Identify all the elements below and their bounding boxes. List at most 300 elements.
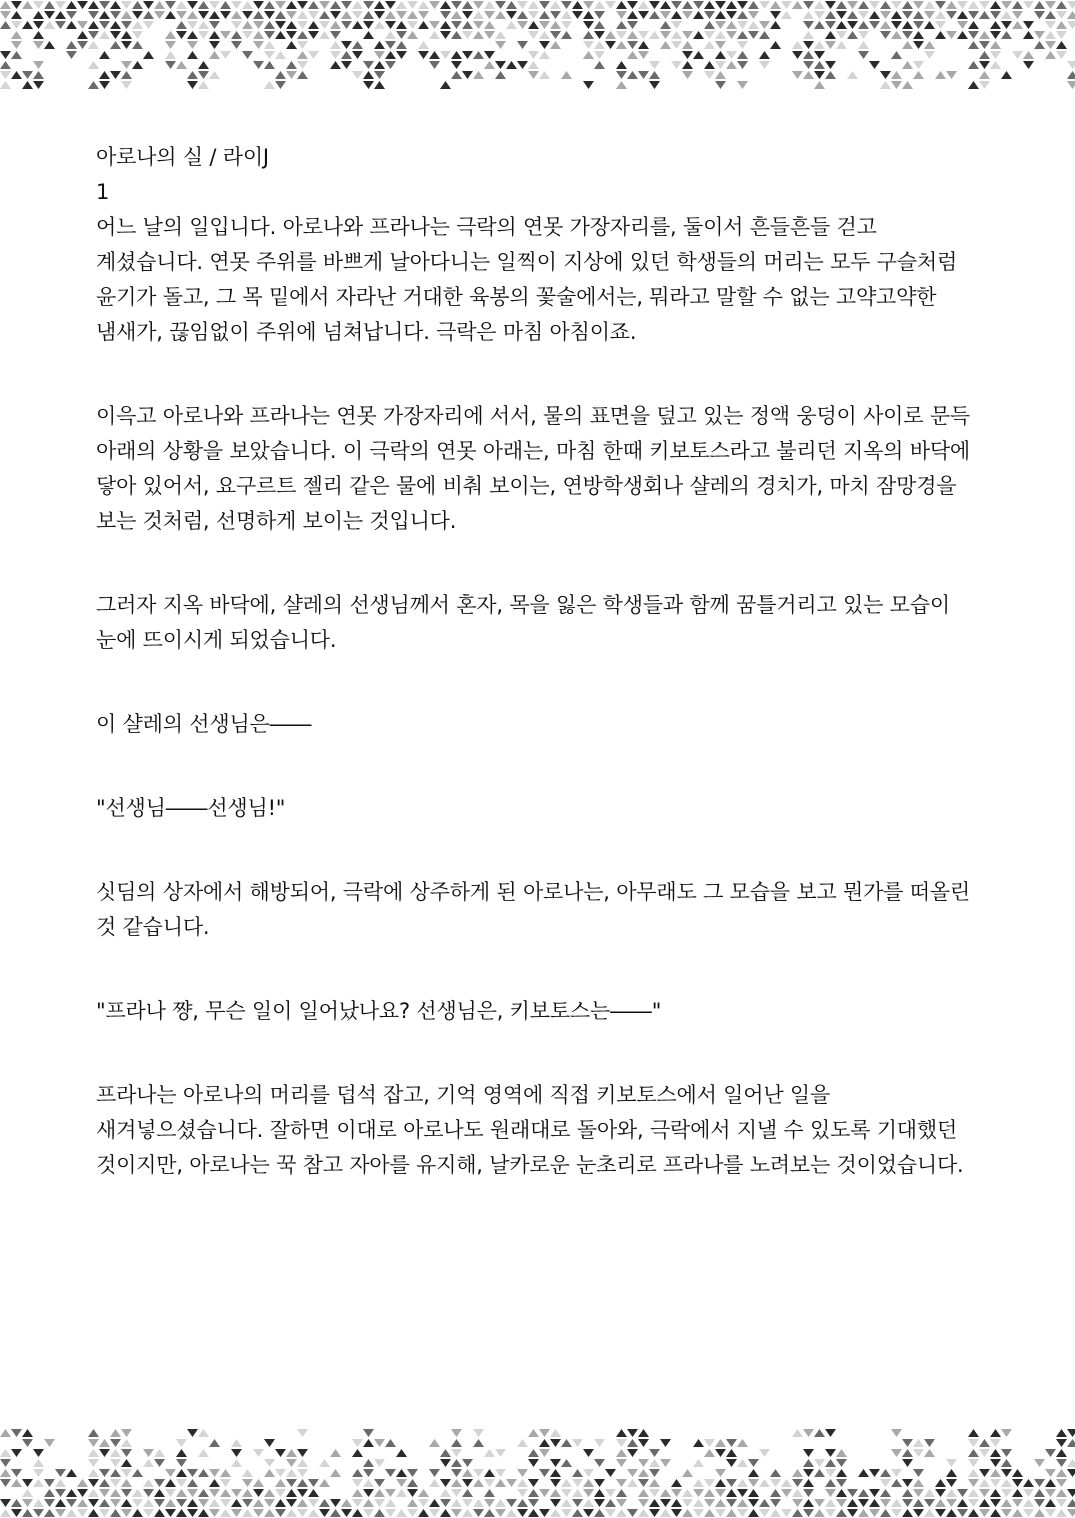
border-triangle: [286, 71, 297, 79]
border-triangle: [209, 51, 220, 59]
border-triangle: [726, 1439, 737, 1447]
border-triangle: [946, 1459, 957, 1467]
border-triangle: [902, 1509, 913, 1517]
border-triangle: [1012, 1469, 1023, 1477]
border-triangle: [385, 1499, 396, 1507]
border-triangle: [308, 1509, 319, 1517]
border-triangle: [33, 81, 44, 89]
border-triangle: [957, 1499, 968, 1507]
border-triangle: [517, 1509, 528, 1517]
border-triangle: [286, 11, 297, 19]
border-triangle: [0, 21, 11, 29]
border-triangle: [671, 1509, 682, 1517]
border-triangle: [473, 1509, 484, 1517]
border-triangle: [616, 1429, 627, 1437]
border-triangle: [55, 1499, 66, 1507]
border-triangle: [121, 11, 132, 19]
border-triangle: [187, 1469, 198, 1477]
border-triangle: [561, 1479, 572, 1487]
border-triangle: [1034, 31, 1045, 39]
border-triangle: [627, 31, 638, 39]
border-triangle: [220, 1469, 231, 1477]
border-triangle: [385, 11, 396, 19]
border-triangle: [297, 21, 308, 29]
border-triangle: [990, 1509, 1001, 1517]
border-triangle: [924, 1439, 935, 1447]
border-triangle: [935, 1489, 946, 1497]
border-triangle: [473, 1429, 484, 1437]
border-triangle: [11, 11, 22, 19]
border-triangle: [825, 61, 836, 69]
border-triangle: [363, 71, 374, 79]
border-triangle: [836, 1, 847, 9]
border-triangle: [440, 1479, 451, 1487]
text-line: 그러자 지옥 바닥에, 샬레의 선생님께서 혼자, 목을 잃은 학생들과 함께 꿈틀거리고 있는 모습이: [96, 593, 950, 617]
border-triangle: [528, 21, 539, 29]
border-triangle: [209, 1, 220, 9]
border-triangle: [825, 71, 836, 79]
border-triangle: [88, 1499, 99, 1507]
border-triangle: [33, 31, 44, 39]
border-triangle: [429, 1499, 440, 1507]
border-triangle: [374, 1509, 385, 1517]
border-triangle: [110, 1459, 121, 1467]
border-triangle: [242, 1499, 253, 1507]
border-triangle: [759, 61, 770, 69]
border-triangle: [726, 1499, 737, 1507]
border-triangle: [1034, 1509, 1045, 1517]
border-triangle: [275, 31, 286, 39]
text-line: 프라나는 아로나의 머리를 덥석 잡고, 기억 영역에 직접 키보토스에서 일어난 일을: [96, 1083, 831, 1107]
border-triangle: [924, 1509, 935, 1517]
border-triangle: [1023, 1479, 1034, 1487]
border-triangle: [1056, 21, 1067, 29]
border-triangle: [484, 1479, 495, 1487]
border-triangle: [231, 11, 242, 19]
border-triangle: [55, 11, 66, 19]
border-triangle: [759, 51, 770, 59]
border-triangle: [77, 21, 88, 29]
border-triangle: [616, 11, 627, 19]
border-triangle: [891, 51, 902, 59]
border-triangle: [264, 1509, 275, 1517]
border-triangle: [704, 1, 715, 9]
border-triangle: [627, 11, 638, 19]
border-triangle: [462, 11, 473, 19]
border-triangle: [583, 21, 594, 29]
border-triangle: [957, 11, 968, 19]
border-triangle: [902, 1449, 913, 1457]
border-triangle: [715, 71, 726, 79]
border-triangle: [627, 1479, 638, 1487]
border-triangle: [924, 41, 935, 49]
border-triangle: [638, 1459, 649, 1467]
border-triangle: [99, 1499, 110, 1507]
border-triangle: [275, 51, 286, 59]
border-triangle: [176, 1439, 187, 1447]
border-triangle: [330, 41, 341, 49]
border-triangle: [253, 41, 264, 49]
border-triangle: [374, 1, 385, 9]
border-triangle: [33, 1459, 44, 1467]
border-triangle: [66, 1469, 77, 1477]
border-triangle: [132, 21, 143, 29]
border-triangle: [627, 1469, 638, 1477]
border-triangle: [462, 1469, 473, 1477]
border-triangle: [924, 1, 935, 9]
border-triangle: [132, 1489, 143, 1497]
border-triangle: [979, 1499, 990, 1507]
border-triangle: [484, 1489, 495, 1497]
border-triangle: [803, 41, 814, 49]
border-triangle: [0, 1499, 11, 1507]
border-triangle: [638, 31, 649, 39]
border-triangle: [198, 61, 209, 69]
border-triangle: [363, 1429, 374, 1437]
border-triangle: [1034, 1499, 1045, 1507]
border-triangle: [88, 1469, 99, 1477]
border-triangle: [1001, 1479, 1012, 1487]
border-triangle: [990, 1449, 1001, 1457]
border-triangle: [143, 1, 154, 9]
border-triangle: [638, 51, 649, 59]
border-triangle: [715, 51, 726, 59]
border-triangle: [737, 1479, 748, 1487]
border-triangle: [407, 21, 418, 29]
border-triangle: [187, 1479, 198, 1487]
border-triangle: [682, 1, 693, 9]
border-triangle: [99, 51, 110, 59]
border-triangle: [561, 1499, 572, 1507]
border-triangle: [836, 1479, 847, 1487]
border-triangle: [704, 1479, 715, 1487]
border-triangle: [803, 1459, 814, 1467]
border-triangle: [209, 1469, 220, 1477]
border-triangle: [418, 1499, 429, 1507]
text-line: 이윽고 아로나와 프라나는 연못 가장자리에 서서, 물의 표면을 덮고 있는 정액 웅덩이 사이로 문득: [96, 404, 971, 428]
border-triangle: [803, 1489, 814, 1497]
border-triangle: [1034, 1479, 1045, 1487]
border-triangle: [1045, 1, 1056, 9]
border-triangle: [451, 61, 462, 69]
border-triangle: [99, 11, 110, 19]
border-triangle: [704, 1489, 715, 1497]
border-triangle: [1001, 1, 1012, 9]
border-triangle: [396, 1489, 407, 1497]
border-triangle: [759, 1, 770, 9]
border-triangle: [242, 1, 253, 9]
border-triangle: [528, 1509, 539, 1517]
border-triangle: [792, 71, 803, 79]
border-triangle: [132, 31, 143, 39]
border-triangle: [627, 1, 638, 9]
border-triangle: [275, 81, 286, 89]
border-triangle: [209, 1499, 220, 1507]
border-triangle: [209, 71, 220, 79]
border-triangle: [550, 1489, 561, 1497]
border-triangle: [143, 1459, 154, 1467]
border-triangle: [407, 1509, 418, 1517]
border-triangle: [869, 21, 880, 29]
border-triangle: [539, 41, 550, 49]
border-triangle: [451, 1449, 462, 1457]
border-triangle: [847, 1, 858, 9]
border-triangle: [814, 51, 825, 59]
border-triangle: [539, 1469, 550, 1477]
border-triangle: [924, 21, 935, 29]
border-triangle: [1067, 1459, 1075, 1467]
text-line: 이 샬레의 선생님은――: [96, 712, 312, 736]
border-triangle: [517, 61, 528, 69]
border-triangle: [11, 1479, 22, 1487]
border-triangle: [77, 41, 88, 49]
border-triangle: [55, 21, 66, 29]
border-triangle: [187, 1489, 198, 1497]
border-triangle: [616, 61, 627, 69]
border-triangle: [341, 61, 352, 69]
border-triangle: [671, 21, 682, 29]
border-triangle: [253, 21, 264, 29]
border-triangle: [1001, 21, 1012, 29]
border-triangle: [88, 11, 99, 19]
border-triangle: [451, 1469, 462, 1477]
border-triangle: [715, 1499, 726, 1507]
border-triangle: [341, 1, 352, 9]
border-triangle: [517, 1439, 528, 1447]
border-triangle: [572, 1469, 583, 1477]
border-triangle: [242, 31, 253, 39]
border-triangle: [814, 1429, 825, 1437]
border-triangle: [968, 1509, 979, 1517]
border-triangle: [264, 1499, 275, 1507]
border-triangle: [550, 41, 561, 49]
border-triangle: [110, 1479, 121, 1487]
border-triangle: [1034, 11, 1045, 19]
border-triangle: [946, 1509, 957, 1517]
border-triangle: [33, 1, 44, 9]
border-triangle: [429, 1479, 440, 1487]
border-triangle: [858, 1499, 869, 1507]
border-triangle: [935, 1, 946, 9]
border-triangle: [198, 81, 209, 89]
border-triangle: [297, 71, 308, 79]
border-triangle: [704, 11, 715, 19]
border-triangle: [0, 1, 11, 9]
border-triangle: [605, 1509, 616, 1517]
border-triangle: [143, 21, 154, 29]
border-triangle: [88, 21, 99, 29]
border-triangle: [165, 1489, 176, 1497]
text-line: 윤기가 돌고, 그 목 밑에서 자라난 거대한 육봉의 꽃술에서는, 뭐라고 말할 수 없는 고약고약한: [96, 285, 937, 309]
border-triangle: [352, 21, 363, 29]
border-triangle: [44, 1499, 55, 1507]
border-triangle: [902, 41, 913, 49]
border-triangle: [374, 11, 385, 19]
border-triangle: [770, 1489, 781, 1497]
border-triangle: [187, 1429, 198, 1437]
border-triangle: [627, 1449, 638, 1457]
border-triangle: [902, 1459, 913, 1467]
border-triangle: [803, 1, 814, 9]
border-triangle: [660, 1509, 671, 1517]
border-triangle: [1023, 51, 1034, 59]
border-triangle: [737, 1459, 748, 1467]
border-triangle: [1067, 1489, 1075, 1497]
border-triangle: [99, 21, 110, 29]
border-triangle: [341, 51, 352, 59]
border-triangle: [1056, 1479, 1067, 1487]
border-triangle: [55, 1, 66, 9]
border-triangle: [440, 11, 451, 19]
border-triangle: [176, 1, 187, 9]
border-triangle: [286, 31, 297, 39]
border-triangle: [209, 1479, 220, 1487]
border-triangle: [880, 81, 891, 89]
border-triangle: [660, 41, 671, 49]
border-triangle: [110, 1499, 121, 1507]
border-triangle: [704, 61, 715, 69]
border-triangle: [484, 1449, 495, 1457]
border-triangle: [638, 1479, 649, 1487]
border-triangle: [572, 1499, 583, 1507]
border-triangle: [847, 71, 858, 79]
border-triangle: [803, 1469, 814, 1477]
border-triangle: [869, 1499, 880, 1507]
border-triangle: [451, 1, 462, 9]
border-triangle: [715, 1449, 726, 1457]
border-triangle: [715, 21, 726, 29]
border-triangle: [330, 11, 341, 19]
paragraph-3: [96, 588, 996, 658]
border-triangle: [473, 1439, 484, 1447]
border-triangle: [627, 51, 638, 59]
border-triangle: [814, 61, 825, 69]
border-triangle: [352, 71, 363, 79]
border-triangle: [374, 1499, 385, 1507]
border-triangle: [44, 1489, 55, 1497]
border-triangle: [66, 1509, 77, 1517]
border-triangle: [0, 1429, 11, 1437]
border-triangle: [506, 61, 517, 69]
border-triangle: [869, 1509, 880, 1517]
text-line: 싯딤의 상자에서 해방되어, 극락에 상주하게 된 아로나는, 아무래도 그 모습을 보고 뭔가를 떠올린: [96, 880, 971, 904]
border-triangle: [649, 1479, 660, 1487]
border-triangle: [572, 1479, 583, 1487]
border-triangle: [649, 1449, 660, 1457]
border-triangle: [803, 51, 814, 59]
border-triangle: [440, 51, 451, 59]
border-triangle: [825, 1429, 836, 1437]
border-triangle: [594, 1489, 605, 1497]
border-triangle: [495, 1509, 506, 1517]
border-triangle: [1001, 1459, 1012, 1467]
border-triangle: [253, 1479, 264, 1487]
border-triangle: [286, 1469, 297, 1477]
border-triangle: [594, 11, 605, 19]
border-triangle: [748, 1489, 759, 1497]
border-triangle: [308, 31, 319, 39]
border-triangle: [88, 1459, 99, 1467]
border-triangle: [550, 1439, 561, 1447]
border-triangle: [693, 1479, 704, 1487]
border-triangle: [1012, 51, 1023, 59]
border-triangle: [990, 1429, 1001, 1437]
border-triangle: [121, 1439, 132, 1447]
border-triangle: [891, 11, 902, 19]
border-triangle: [616, 41, 627, 49]
border-triangle: [616, 81, 627, 89]
border-triangle: [1045, 1489, 1056, 1497]
border-triangle: [693, 1489, 704, 1497]
border-triangle: [110, 1449, 121, 1457]
border-triangle: [407, 1489, 418, 1497]
border-triangle: [187, 41, 198, 49]
border-triangle: [1067, 21, 1075, 29]
border-triangle: [275, 1, 286, 9]
border-triangle: [429, 1509, 440, 1517]
border-triangle: [440, 1, 451, 9]
border-triangle: [264, 1469, 275, 1477]
border-triangle: [99, 1, 110, 9]
border-triangle: [682, 61, 693, 69]
border-triangle: [11, 1429, 22, 1437]
border-triangle: [385, 31, 396, 39]
border-triangle: [264, 1439, 275, 1447]
border-triangle: [506, 1509, 517, 1517]
border-triangle: [616, 1449, 627, 1457]
border-triangle: [1023, 1489, 1034, 1497]
border-triangle: [715, 1479, 726, 1487]
border-triangle: [880, 1499, 891, 1507]
border-triangle: [902, 61, 913, 69]
border-triangle: [528, 1429, 539, 1437]
border-triangle: [627, 21, 638, 29]
border-triangle: [913, 1499, 924, 1507]
border-triangle: [1056, 1459, 1067, 1467]
border-triangle: [858, 51, 869, 59]
border-triangle: [638, 1469, 649, 1477]
border-triangle: [220, 11, 231, 19]
border-triangle: [627, 1439, 638, 1447]
border-triangle: [1067, 11, 1075, 19]
border-triangle: [671, 61, 682, 69]
border-triangle: [726, 1489, 737, 1497]
border-triangle: [803, 11, 814, 19]
border-triangle: [363, 21, 374, 29]
border-triangle: [198, 21, 209, 29]
border-triangle: [583, 1469, 594, 1477]
border-triangle: [440, 1489, 451, 1497]
border-triangle: [198, 1489, 209, 1497]
paragraph-1: [96, 210, 996, 350]
border-triangle: [770, 11, 781, 19]
border-triangle: [583, 31, 594, 39]
border-triangle: [1045, 51, 1056, 59]
border-triangle: [1012, 1489, 1023, 1497]
border-triangle: [737, 1499, 748, 1507]
border-triangle: [484, 51, 495, 59]
border-triangle: [297, 51, 308, 59]
border-triangle: [946, 11, 957, 19]
border-triangle: [88, 81, 99, 89]
border-triangle: [264, 81, 275, 89]
border-triangle: [209, 1489, 220, 1497]
border-triangle: [22, 71, 33, 79]
border-triangle: [198, 1429, 209, 1437]
border-triangle: [990, 51, 1001, 59]
border-triangle: [286, 61, 297, 69]
border-triangle: [352, 1499, 363, 1507]
